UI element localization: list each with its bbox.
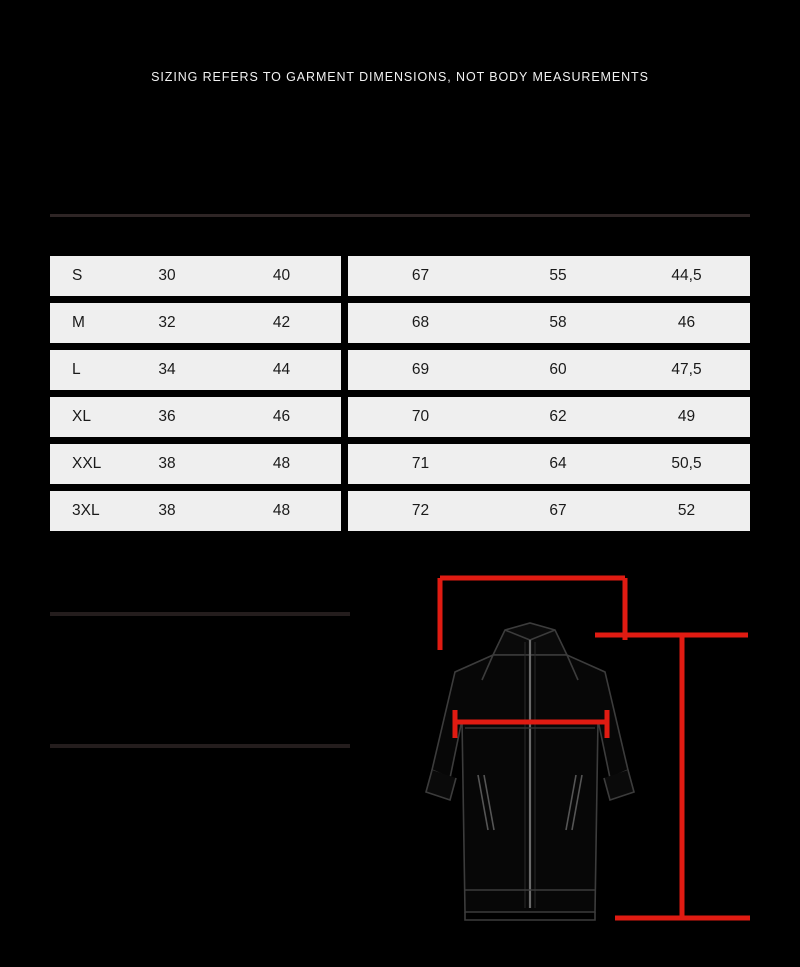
cell-size: 3XL [72,502,100,519]
table-row [50,397,750,437]
cell-left-2: 40 [272,267,291,284]
cell-right-2: 55 [549,267,567,284]
cell-left-1: 34 [158,361,176,378]
row-left-panel [50,256,341,296]
cell-right-3: 52 [677,502,696,519]
cell-right-1: 68 [411,314,430,331]
row-right-panel [348,444,750,484]
jacket-technical-drawing-icon [410,560,770,940]
lower-divider-upper [50,612,350,616]
table-row [50,350,750,390]
cell-left-1: 38 [158,502,176,519]
top-divider [50,214,750,217]
cell-right-1: 69 [411,361,430,378]
cell-size: S [72,267,83,284]
cell-right-3: 47,5 [671,361,702,378]
cell-right-1: 72 [411,502,430,519]
cell-right-1: 67 [411,267,430,284]
page-title: SIZING REFERS TO GARMENT DIMENSIONS, NOT BODY MEASUREMENTS [151,70,649,84]
row-left-panel [50,350,341,390]
cell-right-2: 60 [549,361,567,378]
garment-illustration [410,560,770,940]
cell-right-2: 64 [549,455,567,472]
row-right-panel [348,491,750,531]
row-right-panel [348,397,750,437]
row-right-panel [348,303,750,343]
cell-left-1: 30 [158,267,176,284]
cell-right-1: 70 [411,408,430,425]
row-left-panel [50,397,341,437]
cell-left-2: 48 [272,502,291,519]
table-row [50,491,750,531]
table-row [50,303,750,343]
cell-size: XXL [72,455,102,472]
row-right-panel [348,256,750,296]
cell-right-3: 49 [677,408,696,425]
cell-left-1: 38 [158,455,176,472]
table-row [50,444,750,484]
cell-left-2: 48 [272,455,291,472]
cell-left-2: 44 [272,361,291,378]
cell-left-2: 46 [272,408,291,425]
row-left-panel [50,491,341,531]
cell-left-2: 42 [272,314,291,331]
cell-right-2: 62 [549,408,567,425]
cell-right-2: 67 [549,502,567,519]
row-right-panel [348,350,750,390]
cell-right-1: 71 [411,455,430,472]
cell-left-1: 32 [158,314,176,331]
cell-size: M [72,314,85,331]
size-chart-table [50,256,750,538]
cell-right-2: 58 [549,314,567,331]
cell-right-3: 46 [677,314,696,331]
cell-right-3: 44,5 [671,267,702,284]
table-row [50,256,750,296]
row-left-panel [50,444,341,484]
cell-left-1: 36 [158,408,176,425]
lower-divider-lower [50,744,350,748]
cell-size: L [72,361,81,378]
row-left-panel [50,303,341,343]
cell-right-3: 50,5 [671,455,702,472]
cell-size: XL [72,408,91,425]
